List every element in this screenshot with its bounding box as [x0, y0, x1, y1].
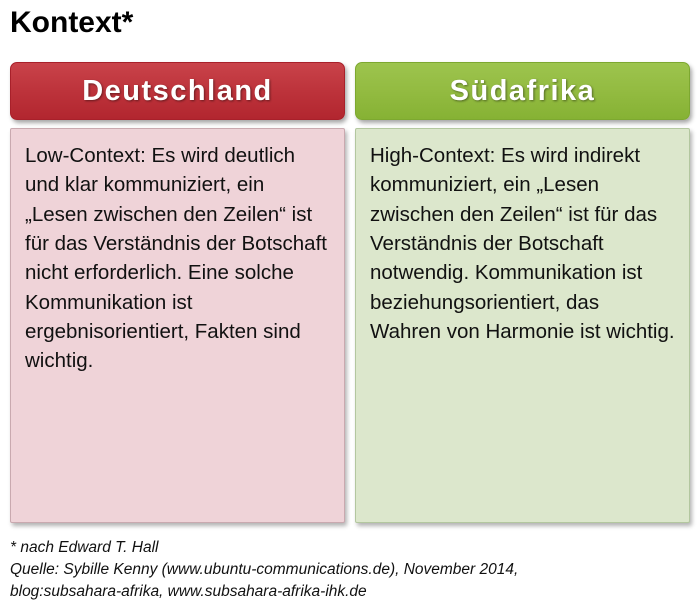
column-body-suedafrika: High-Context: Es wird indirekt kommuniziert, ein „Lesen zwischen den Zeilen“ ist für das Verständnis der Botschaft notwendig. Kommunikation ist beziehungsorientiert, das Wahren von Harmonie ist wichtig.	[355, 128, 690, 523]
column-header-label: Deutschland	[82, 74, 273, 107]
footnote-block	[10, 537, 694, 603]
column-header-deutschland	[10, 62, 345, 120]
column-suedafrika	[355, 62, 690, 523]
footnote-line-3: blog:subsahara-afrika, www.subsahara-afrika-ihk.de	[10, 583, 367, 600]
comparison-columns	[10, 62, 690, 523]
column-body-deutschland: Low-Context: Es wird deutlich und klar kommuniziert, ein „Lesen zwischen den Zeilen“ ist für das Verständnis der Botschaft nicht erforderlich. Eine solche Kommunikation ist ergebnisorientiert, Fakten sind wichtig.	[10, 128, 345, 523]
column-header-label: Südafrika	[449, 74, 596, 107]
footnote-line-1: * nach Edward T. Hall	[10, 539, 159, 556]
column-header-suedafrika	[355, 62, 690, 120]
column-deutschland	[10, 62, 345, 523]
page-title: Kontext*	[10, 6, 134, 39]
footnote-line-2: Quelle: Sybille Kenny (www.ubuntu-communications.de), November 2014,	[10, 561, 519, 578]
